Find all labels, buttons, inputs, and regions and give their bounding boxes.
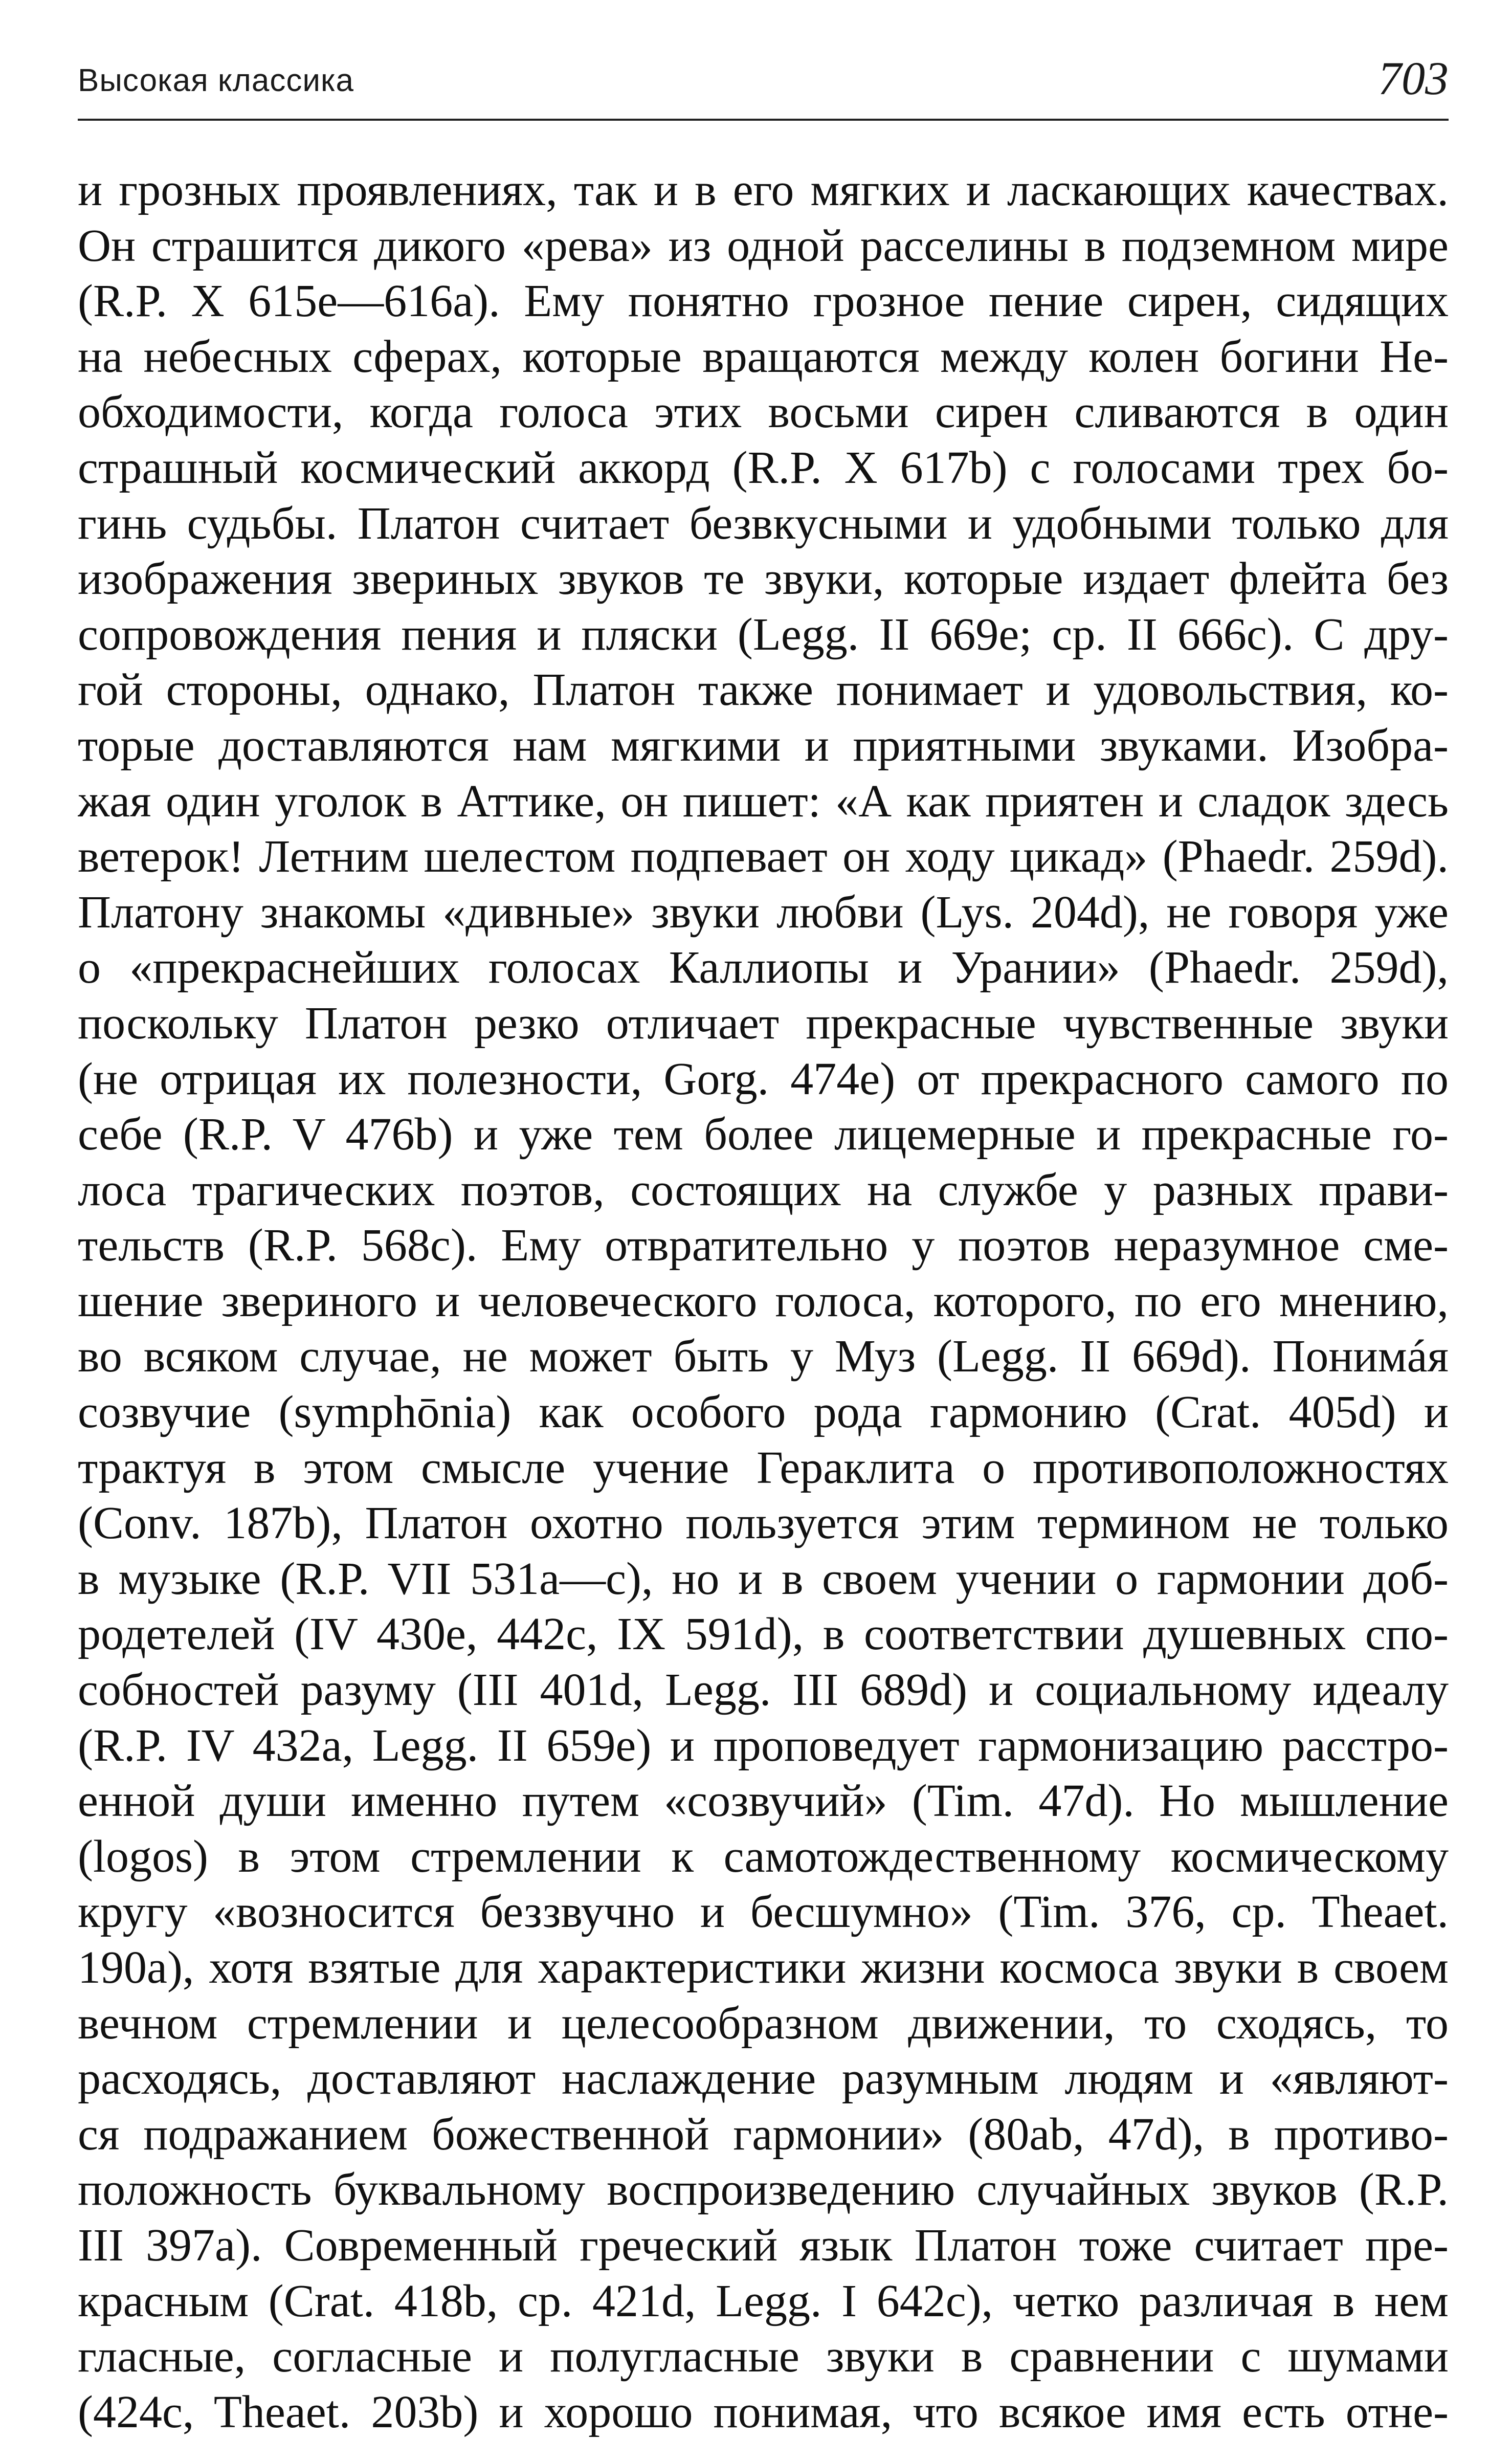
text-line: (Conv. 187b), Платон охотно пользуется этим термином не только: [78, 1498, 1449, 1549]
text-line: гинь судьбы. Платон считает безвкусными и удобными только для: [78, 498, 1449, 549]
text-line: Он страшится дикого «рева» из одной расселины в подземном мире: [78, 220, 1449, 271]
text-line: кругу «возносится беззвучно и бесшумно» (Tim. 376, ср. Theaet.: [78, 1887, 1449, 1938]
running-head: [78, 51, 1449, 118]
text-line: Платону знакомы «дивные» звуки любви (Lys. 204d), не говоря уже: [78, 886, 1449, 938]
text-line: красным (Crat. 418b, ср. 421d, Legg. I 642c), четко различая в нем: [78, 2275, 1449, 2326]
text-line: торые доставляются нам мягкими и приятными звуками. Изобра-: [78, 720, 1449, 771]
text-line: о «прекраснейших голосах Каллиопы и Урании» (Phaedr. 259d),: [78, 942, 1449, 993]
text-line: поскольку Платон резко отличает прекрасные чувственные звуки: [78, 997, 1449, 1049]
text-line: 190a), хотя взятые для характеристики жизни космоса звуки в своем: [78, 1942, 1449, 1993]
text-line: ся подражанием божественной гармонии» (80ab, 47d), в противо-: [78, 2109, 1449, 2160]
text-line: и грозных проявлениях, так и в его мягких и ласкающих качествах.: [78, 165, 1449, 215]
text-line: ветерок! Летним шелестом подпевает он ходу цикад» (Phaedr. 259d).: [78, 831, 1449, 882]
text-line: (R.P. X 615e—616a). Ему понятно грозное пение сирен, сидящих: [78, 276, 1449, 327]
text-line: созвучие (symphōnia) как особого рода гармонию (Crat. 405d) и: [78, 1387, 1449, 1438]
text-line: тельств (R.P. 568c). Ему отвратительно у поэтов неразумное сме-: [78, 1220, 1449, 1271]
text-line: (logos) в этом стремлении к самотождественному космическому: [78, 1831, 1449, 1882]
text-line: вечном стремлении и целесообразном движении, то сходясь, то: [78, 1998, 1449, 2049]
text-line: (R.P. IV 432a, Legg. II 659e) и проповедует гармонизацию расстро-: [78, 1720, 1449, 1771]
section-title: Высокая классика: [78, 63, 354, 98]
text-line: во всяком случае, не может быть у Муз (Legg. II 669d). Понимáя: [78, 1331, 1449, 1382]
text-line: лоса трагических поэтов, состоящих на службе у разных прави-: [78, 1164, 1449, 1215]
text-line: енной души именно путем «созвучий» (Tim. 47d). Но мышление: [78, 1776, 1449, 1827]
text-line: гласные, согласные и полугласные звуки в сравнении с шумами: [78, 2331, 1449, 2382]
text-line: на небесных сферах, которые вращаются между колен богини Не-: [78, 331, 1449, 382]
header-rule: [78, 119, 1449, 121]
text-line: (не отрицая их полезности, Gorg. 474e) от прекрасного самого по: [78, 1053, 1449, 1104]
text-line: положность буквальному воспроизведению случайных звуков (R.P.: [78, 2164, 1449, 2215]
text-line: расходясь, доставляют наслаждение разумным людям и «являют-: [78, 2053, 1449, 2104]
text-line: родетелей (IV 430e, 442c, IX 591d), в соответствии душевных спо-: [78, 1609, 1449, 1660]
text-line: III 397a). Современный греческий язык Платон тоже считает пре-: [78, 2220, 1449, 2271]
body-text: [78, 163, 1449, 2440]
text-line: себе (R.P. V 476b) и уже тем более лицемерные и прекрасные го-: [78, 1109, 1449, 1160]
text-line: изображения звериных звуков те звуки, которые издает флейта без: [78, 553, 1449, 605]
text-line: (424c, Theaet. 203b) и хорошо понимая, что всякое имя есть отне-: [78, 2386, 1449, 2437]
text-line: трактуя в этом смысле учение Гераклита о противоположностях: [78, 1442, 1449, 1493]
text-line: собностей разуму (III 401d, Legg. III 689d) и социальному идеалу: [78, 1665, 1449, 1716]
text-line: в музыке (R.P. VII 531a—c), но и в своем учении о гармонии доб-: [78, 1553, 1449, 1604]
text-line: сопровождения пения и пляски (Legg. II 669e; ср. II 666c). С дру-: [78, 609, 1449, 660]
page-number: 703: [1378, 52, 1449, 104]
text-line: обходимости, когда голоса этих восьми сирен сливаются в один: [78, 387, 1449, 438]
text-line: жая один уголок в Аттике, он пишет: «А как приятен и сладок здесь: [78, 775, 1449, 827]
text-line: шение звериного и человеческого голоса, которого, по его мнению,: [78, 1275, 1449, 1326]
text-line: гой стороны, однако, Платон также понимает и удовольствия, ко-: [78, 664, 1449, 716]
text-line: страшный космический аккорд (R.P. X 617b) с голосами трех бо-: [78, 442, 1449, 493]
